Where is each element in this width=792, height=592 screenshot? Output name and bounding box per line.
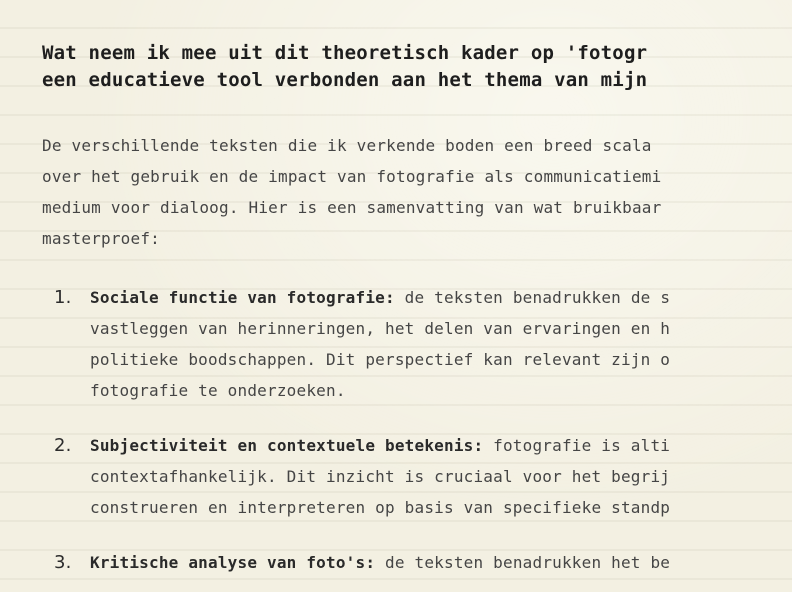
list-item-text: de teksten benadrukken de s <box>394 288 671 307</box>
intro-line: De verschillende teksten die ik verkende boden een breed scala <box>42 136 652 155</box>
intro-line: medium voor dialoog. Hier is een samenvatting van wat bruikbaar <box>42 198 662 217</box>
list-item-text: de teksten benadrukken het be <box>375 553 671 572</box>
list-item-title: Sociale functie van fotografie: <box>90 288 395 307</box>
intro-paragraph <box>42 130 792 254</box>
list-item-first-line <box>90 282 792 313</box>
list-item-title: Kritische analyse van foto's: <box>90 553 376 572</box>
list-item-first-line <box>90 430 792 461</box>
list-item-line: contextafhankelijk. Dit inzicht is cruciaal voor het begrij <box>90 467 671 486</box>
numbered-list <box>42 282 792 578</box>
intro-line: over het gebruik en de impact van fotografie als communicatiemi <box>42 167 662 186</box>
list-item-title: Subjectiviteit en contextuele betekenis: <box>90 436 484 455</box>
list-number: 2. <box>54 435 72 456</box>
list-item-line: vastleggen van herinneringen, het delen van ervaringen en h <box>90 319 671 338</box>
list-item-text: fotografie is alti <box>483 436 671 455</box>
list-item-line: fotografie te onderzoeken. <box>90 381 346 400</box>
section-heading <box>42 40 792 94</box>
list-item <box>42 282 792 406</box>
heading-line-1: Wat neem ik mee uit dit theoretisch kader op 'fotogr <box>42 42 648 64</box>
list-item-line: politieke boodschappen. Dit perspectief kan relevant zijn o <box>90 350 671 369</box>
intro-line: masterproef: <box>42 229 160 248</box>
list-number: 3. <box>54 552 72 573</box>
document-page <box>42 40 792 592</box>
list-number: 1. <box>54 287 72 308</box>
list-item <box>42 547 792 578</box>
list-item-line: construeren en interpreteren op basis van specifieke standp <box>90 498 671 517</box>
heading-line-2: een educatieve tool verbonden aan het thema van mijn <box>42 69 648 91</box>
list-item <box>42 430 792 523</box>
list-item-first-line <box>90 547 792 578</box>
